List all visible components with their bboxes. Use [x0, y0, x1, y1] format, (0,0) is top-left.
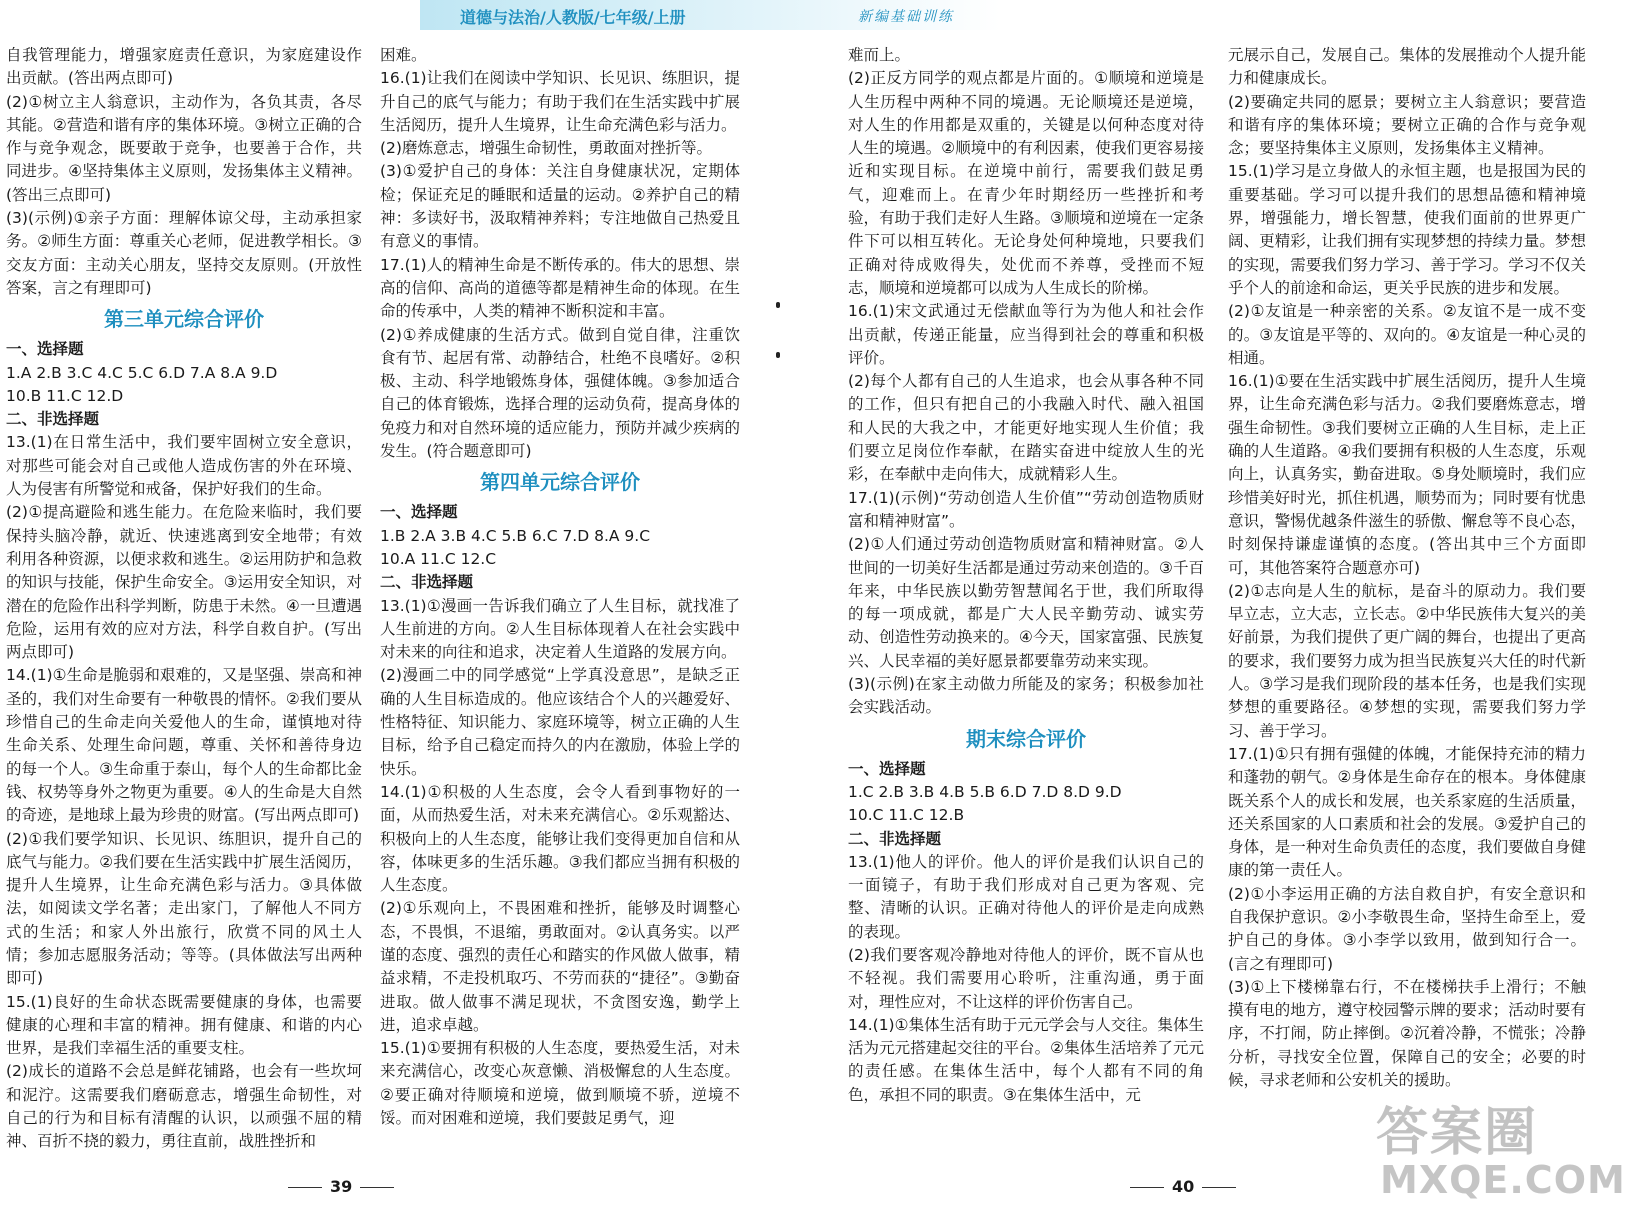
answer-paragraph: 17.(1)(示例)“劳动创造人生价值”“劳动创造物质财富和精神财富”。	[848, 488, 1204, 530]
answer-paragraph: (2)成长的道路不会总是鲜花铺路，也会有一些坎坷和泥泞。这需要我们磨砺意志，增强生命韧性，对自己的行为和目标有清醒的认识，以顽强不屈的精神、百折不挠的毅力，勇往直前，战胜挫折和	[6, 1062, 362, 1151]
answer-paragraph: 15.(1)①要拥有积极的人生态度，要热爱生活，对未来充满信心，改变心灰意懒、消极懈怠的人生态度。②要正确对待顺境和逆境，做到顺境不骄，逆境不馁。而对困难和逆境，我们要鼓足勇气，迎	[380, 1039, 740, 1128]
answer-paragraph: 16.(1)①要在生活实践中扩展生活阅历，提升人生境界，让生命充满色彩与活力。②我们要磨炼意志，增强生命韧性。③我们要树立正确的人生目标，走上正确的人生道路。④我们要拥有积极的人生态度，乐观向上，认真务实，勤奋进取。⑤身处顺境时，我们应珍惜美好时光，抓住机遇，顺势而为；同时要有忧患意识，警惕优越条件滋生的骄傲、懈怠等不良心态，时刻保持谦虚谨慎的态度。(答出其中三个方面即可，其他答案符合题意亦可)	[1228, 372, 1586, 577]
section-title-final: 期末综合评价	[966, 726, 1086, 751]
answer-paragraph: 16.(1)让我们在阅读中学知识、长见识、练胆识，提升自己的底气与能力；有助于我们在生活实践中扩展生活阅历，提升人生境界，让生命充满色彩与活力。	[380, 69, 740, 134]
answer-paragraph: (2)要确定共同的愿景；要树立主人翁意识；要营造和谐有序的集体环境；要树立正确的合作与竞争观念；要坚持集体主义原则，发扬集体主义精神。	[1228, 92, 1586, 158]
section-title-unit3: 第三单元综合评价	[104, 307, 264, 332]
answer-paragraph: (2)每个人都有自己的人生追求，也会从事各种不同的工作，但只有把自己的小我融入时代、融入祖国和人民的大我之中，才能更好地实现人生价值；我们要立足岗位作奉献，在踏实奋进中绽放人生的光彩，在奉献中走向伟大，成就精彩人生。	[848, 372, 1204, 484]
section-heading: 二、非选择题	[848, 829, 942, 848]
answer-paragraph: 17.(1)人的精神生命是不断传承的。伟大的思想、崇高的信仰、高尚的道德等都是精神生命的体现。在生命的传承中，人类的精神不断积淀和丰富。	[380, 255, 740, 321]
answer-paragraph: (2)①提高避险和逃生能力。在危险来临时，我们要保持头脑冷静，就近、快速逃离到安全地带；有效利用各种资源，以便求救和逃生。②运用防护和急救的知识与技能，保护生命安全。③运用安全知识，对潜在的危险作出科学判断，防患于未然。④一旦遭遇危险，运用有效的应对方法，科学自救自护。(写出两点即可)	[6, 503, 362, 662]
answer-paragraph: 13.(1)在日常生活中，我们要牢固树立安全意识，对那些可能会对自己或他人造成伤害的外在环境、人为侵害有所警觉和戒备，保护好我们的生命。	[6, 433, 362, 499]
section-heading: 一、选择题	[380, 503, 458, 522]
answer-paragraph: (2)我们要客观冷静地对待他人的评价，既不盲从也不轻视。我们需要用心聆听，注重沟通，勇于面对，理性应对，不让这样的评价伤害自己。	[848, 945, 1204, 1011]
answer-paragraph: (3)①上下楼梯靠右行，不在楼梯扶手上滑行；不触摸有电的地方，遵守校园警示牌的要求；活动时要有序，不打闹，防止摔倒。②沉着冷静，不慌张；冷静分析，寻找安全位置，保障自己的安全；必要的时候，寻求老师和公安机关的援助。	[1228, 977, 1586, 1090]
section-heading: 二、非选择题	[380, 573, 474, 592]
choice-answers: 1.B 2.A 3.B 4.C 5.B 6.C 7.D 8.A 9.C	[380, 526, 651, 545]
column-2	[380, 44, 740, 1130]
answer-paragraph: (2)①养成健康的生活方式。做到自觉自律，注重饮食有节、起居有常、动静结合，杜绝不良嗜好。②积极、主动、科学地锻炼身体，强健体魄。③参加适合自己的体育锻炼，选择合理的运动负荷，提高身体的免疫力和对自然环境的适应能力，预防并减少疾病的发生。(符合题意即可)	[380, 325, 740, 461]
answer-paragraph: 自我管理能力，增强家庭责任意识，为家庭建设作出贡献。(答出两点即可)	[6, 46, 362, 88]
answer-paragraph: 难而上。	[848, 46, 911, 64]
answer-paragraph: (2)漫画二中的同学感觉“上学真没意思”，是缺乏正确的人生目标造成的。他应该结合个人的兴趣爱好、性格特征、知识能力、家庭环境等，树立正确的人生目标，给予自己稳定而持久的内在激励，体验上学的快乐。	[380, 666, 740, 778]
section-heading: 一、选择题	[6, 340, 84, 359]
answer-paragraph: 13.(1)他人的评价。他人的评价是我们认识自己的一面镜子，有助于我们形成对自己更为客观、完整、清晰的认识。正确对待他人的评价是走向成熟的表现。	[848, 852, 1204, 941]
column-3	[848, 44, 1204, 1107]
answer-paragraph: 困难。	[380, 46, 427, 64]
margin-mark	[776, 352, 780, 358]
answer-paragraph: 14.(1)①集体生活有助于元元学会与人交往。集体生活为元元搭建起交往的平台。②集体生活培养了元元的责任感。在集体生活中，每个人都有不同的角色，承担不同的职责。③在集体生活中，元	[848, 1015, 1204, 1104]
answer-paragraph: 13.(1)①漫画一告诉我们确立了人生目标，就找准了人生前进的方向。②人生目标体现着人在社会实践中对未来的向往和追求，决定着人生道路的发展方向。	[380, 596, 740, 662]
margin-mark	[776, 302, 780, 308]
answer-paragraph: (2)①树立主人翁意识，主动作为，各负其责，各尽其能。②营造和谐有序的集体环境。③树立正确的合作与竞争观念，既要敢于竞争，也要善于合作，共同进步。④坚持集体主义原则，发扬集体主义精神。(答出三点即可)	[6, 92, 362, 204]
choice-answers: 1.C 2.B 3.B 4.B 5.B 6.D 7.D 8.D 9.D	[848, 782, 1122, 801]
answer-paragraph: 元展示自己，发展自己。集体的发展推动个人提升能力和健康成长。	[1228, 46, 1586, 88]
choice-answers: 1.A 2.B 3.C 4.C 5.C 6.D 7.A 8.A 9.D	[6, 363, 278, 382]
answer-paragraph: 14.(1)①积极的人生态度，会令人看到事物好的一面，从而热爱生活，对未来充满信心。②乐观豁达、积极向上的人生态度，能够让我们变得更加自信和从容，体味更多的生活乐趣。③我们都应当拥有积极的人生态度。	[380, 782, 740, 895]
answer-paragraph: (2)正反方同学的观点都是片面的。①顺境和逆境是人生历程中两种不同的境遇。无论顺境还是逆境，对人生的作用都是双重的，关键是以何种态度对待人生的境遇。②顺境中的有利因素，使我们更容易接近和实现目标。在逆境中前行，需要我们鼓足勇气，迎难而上。在青少年时期经历一些挫折和考验，有助于我们走好人生路。③顺境和逆境在一定条件下可以相互转化。无论身处何种境地，只要我们正确对待成败得失，处优而不养尊，受挫而不短志，顺境和逆境都可以成为人生成长的阶梯。	[848, 69, 1204, 297]
answer-paragraph: 16.(1)宋文武通过无偿献血等行为为他人和社会作出贡献，传递正能量，应当得到社会的尊重和积极评价。	[848, 302, 1204, 367]
answer-paragraph: (2)①小李运用正确的方法自救自护，有安全意识和自我保护意识。②小李敬畏生命，坚持生命至上，爱护自己的身体。③小李学以致用，做到知行合一。(言之有理即可)	[1228, 884, 1586, 973]
answer-paragraph: (3)①爱护自己的身体：关注自身健康状况，定期体检；保证充足的睡眠和适量的运动。②养护自己的精神：多读好书，汲取精神养料；专注地做自己热爱且有意义的事情。	[380, 162, 740, 251]
choice-answers: 10.C 11.C 12.B	[848, 806, 965, 825]
answer-paragraph: 15.(1)良好的生命状态既需要健康的身体，也需要健康的心理和丰富的精神。拥有健康、和谐的内心世界，是我们幸福生活的重要支柱。	[6, 992, 362, 1058]
answer-paragraph: (2)①友谊是一种亲密的关系。②友谊不是一成不变的。③友谊是平等的、双向的。④友谊是一种心灵的相通。	[1228, 302, 1586, 367]
answer-paragraph: (2)①我们要学知识、长见识、练胆识，提升自己的底气与能力。②我们要在生活实践中扩展生活阅历，提升人生境界，让生命充满色彩与活力。③具体做法，如阅读文学名著；走出家门，了解他人不同方式的生活；和家人外出旅行，欣赏不同的风土人情；参加志愿服务活动；等等。(具体做法写出两种即可)	[6, 829, 362, 988]
column-1	[6, 44, 362, 1154]
answer-paragraph: (2)①人们通过劳动创造物质财富和精神财富。②人世间的一切美好生活都是通过劳动来创造的。③千百年来，中华民族以勤劳智慧闻名于世，我们所取得的每一项成就，都是广大人民辛勤劳动、诚实劳动、创造性劳动换来的。④今天，国家富强、民族复兴、人民幸福的美好愿景都要靠劳动来实现。	[848, 535, 1204, 670]
answer-paragraph: (2)①乐观向上，不畏困难和挫折，能够及时调整心态，不畏惧，不退缩，勇敢面对。②认真务实。以严谨的态度、强烈的责任心和踏实的作风做人做事，精益求精，不走投机取巧、不劳而获的“捷径”。③勤奋进取。做人做事不满足现状，不贪图安逸，勤学上进，追求卓越。	[380, 899, 740, 1034]
answer-paragraph: (2)①志向是人生的航标，是奋斗的原动力。我们要早立志，立大志，立长志。②中华民族伟大复兴的美好前景，为我们提供了更广阔的舞台，也提出了更高的要求，我们要努力成为担当民族复兴大任的时代新人。③学习是我们现阶段的基本任务，也是我们实现梦想的重要路径。④梦想的实现，需要我们努力学习、善于学习。	[1228, 581, 1586, 740]
choice-answers: 10.B 11.C 12.D	[6, 386, 124, 405]
page-number-left: 39	[280, 1177, 402, 1196]
answer-paragraph: (3)(示例)在家主动做力所能及的家务；积极参加社会实践活动。	[848, 675, 1204, 717]
answer-paragraph: (2)磨炼意志，增强生命韧性，勇敢面对挫折等。	[380, 139, 712, 158]
column-4	[1228, 44, 1586, 1092]
choice-answers: 10.A 11.C 12.C	[380, 549, 497, 568]
answer-paragraph: 15.(1)学习是立身做人的永恒主题，也是报国为民的重要基础。学习可以提升我们的思想品德和精神境界，增强能力，增长智慧，使我们面前的世界更广阔、更精彩，让我们拥有实现梦想的持续力量。梦想的实现，需要我们努力学习、善于学习。学习不仅关乎个人的前途和命运，更关乎民族的进步和发展。	[1228, 162, 1586, 297]
page-number-right: 40	[1122, 1177, 1244, 1196]
section-title-unit4: 第四单元综合评价	[480, 470, 640, 495]
answer-paragraph: 17.(1)①只有拥有强健的体魄，才能保持充沛的精力和蓬勃的朝气。②身体是生命存在的根本。身体健康既关系个人的成长和发展，也关系家庭的生活质量，还关系国家的人口素质和社会的发展。③爱护自己的身体，是一种对生命负责任的态度，我们要做自身健康的第一责任人。	[1228, 744, 1586, 880]
answer-paragraph: 14.(1)①生命是脆弱和艰难的，又是坚强、崇高和神圣的，我们对生命要有一种敬畏的情怀。②我们要从珍惜自己的生命走向关爱他人的生命，谨慎地对待生命关系、处理生命问题，尊重、关怀和善待身边的每一个人。③生命重于泰山，每个人的生命都比金钱、权势等身外之物更为重要。④人的生命是大自然的奇迹，是地球上最为珍贵的财富。(写出两点即可)	[6, 666, 362, 825]
answer-paragraph: (3)(示例)①亲子方面：理解体谅父母，主动承担家务。②师生方面：尊重关心老师，促进教学相长。③交友方面：主动关心朋友，坚持交友原则。(开放性答案，言之有理即可)	[6, 209, 362, 297]
watermark-logo: 答案圈 MXQE.COM	[1376, 1103, 1626, 1202]
header-banner	[420, 0, 1000, 30]
header-title: 道德与法治/人教版/七年级/上册	[460, 8, 686, 27]
section-heading: 二、非选择题	[6, 410, 100, 429]
header-series: 新编基础训练	[858, 9, 954, 25]
section-heading: 一、选择题	[848, 759, 926, 778]
